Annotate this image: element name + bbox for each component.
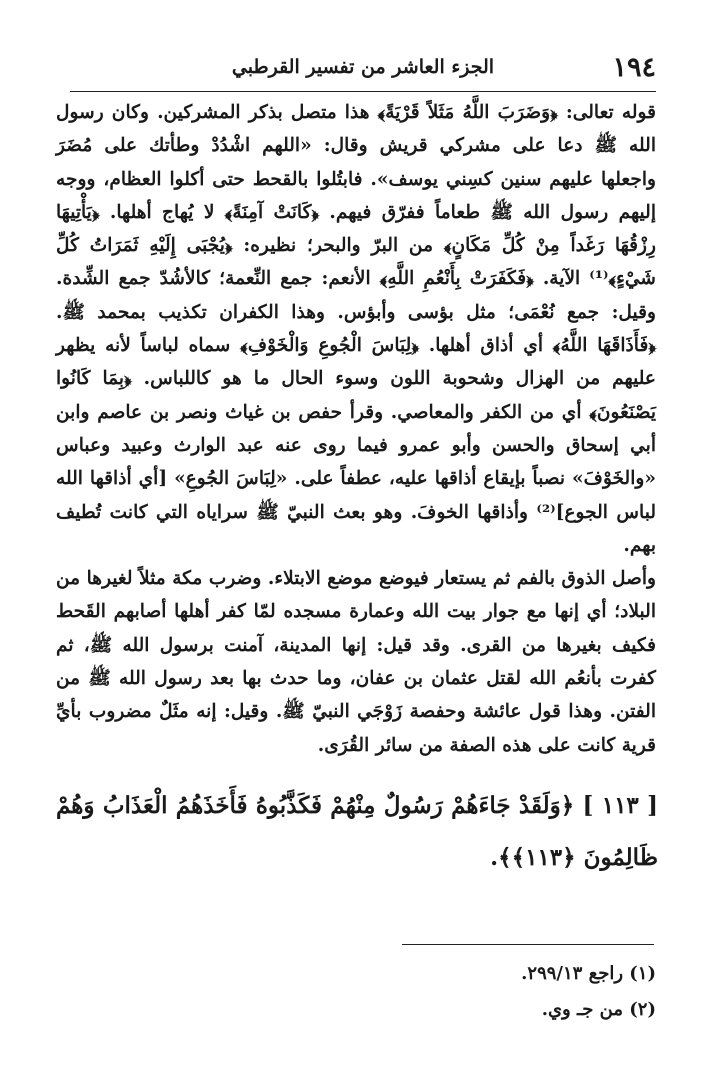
commentary-text — [56, 96, 656, 762]
page-number: ١٩٤ — [612, 52, 656, 83]
footnote-1: (١) راجع ٢٩٩/١٣. — [521, 963, 656, 984]
header-rule — [70, 91, 656, 92]
footnotes — [56, 956, 656, 1028]
paragraph-1: قوله تعالى: ﴿وَضَرَبَ اللَّهُ مَثَلاً قَرْيَةً﴾ هذا متصل بذكر المشركين. وكان رسول الله ﷺ دعا على مشركي قريش وقال: «اللهم اشْدُدْ وطأتك على مُضَرَ واجعلها عليهم سنين كسِني يوسف». فابتُلوا بالقحط حتى أكلوا العظام، ووجه إليهم رسول الله ﷺ طعاماً ففرّق فيهم. ﴿كَانَتْ آمِنَةً﴾ لا يُهاج أهلها. ﴿يَأْتِيهَا رِزْقُهَا رَغَداً مِنْ كُلِّ مَكَانٍ﴾ من البرّ والبحر؛ نظيره: ﴿يُجْبَى إِلَيْهِ ثَمَرَاتُ كُلِّ شَيْءٍ﴾⁽¹⁾ الآية. ﴿فَكَفَرَتْ بِأَنْعُمِ اللَّهِ﴾ الأنعم: جمع النِّعمة؛ كالأشُدّ جمع الشِّدة. وقيل: جمع نُعْمَى؛ مثل بؤسى وأبؤس. وهذا الكفران تكذيب بمحمد ﷺ. ﴿فَأَذَاقَهَا اللَّهُ﴾ أي أذاق أهلها. ﴿لِبَاسَ الْجُوعِ وَالْخَوْفِ﴾ سماه لباساً لأنه يظهر عليهم من الهزال وشحوبة اللون وسوء الحال ما هو كاللباس. ﴿بِمَا كَانُوا يَصْنَعُونَ﴾ أي من الكفر والمعاصي. وقرأ حفص بن غياث ونصر بن عاصم وابن أبي إسحاق والحسن وأبو عمرو فيما روى عنه عبد الوارث وعبيد وعباس «والخَوْفَ» نصباً بإيقاع أذاقها عليه، عطفاً على. «لِبَاسَ الجُوعِ» [أي أذاقها الله لباس الجوع]⁽²⁾ وأذاقها الخوفَ. وهو بعث النبيّ ﷺ سراياه التي كانت تُطيف بهم. — [56, 102, 656, 556]
paragraph-2: وأصل الذوق بالفم ثم يستعار فيوضع موضع الابتلاء. وضرب مكة مثلاً لغيرها من البلاد؛ أي إنها مع جوار بيت الله وعمارة مسجده لمّا كفر أهلها أصابهم القَحط فكيف بغيرها من القرى. وقد قيل: إنها المدينة، آمنت برسول الله ﷺ، ثم كفرت بأنعُم الله لقتل عثمان بن عفان، وما حدث بها بعد رسول الله ﷺ من الفتن. وهذا قول عائشة وحفصة زَوْجَي النبيّ ﷺ. وقيل: إنه مثَلٌ مضروب بأيِّ قرية كانت على هذه الصفة من سائر القُرَى. — [56, 568, 656, 756]
footnote-rule — [402, 944, 654, 945]
quran-verse-113 — [56, 780, 658, 884]
page-header — [70, 48, 656, 92]
verse-text: [ ١١٣ ] ﴿وَلَقَدْ جَاءَهُمْ رَسُولٌ مِنْهُمْ فَكَذَّبُوهُ فَأَخَذَهُمُ الْعَذَابُ وَهُمْ ظَالِمُونَ ﴿١١٣﴾﴾. — [56, 792, 658, 871]
footnote-2: (٢) من جـ وي. — [541, 999, 656, 1020]
running-title: الجزء العاشر من تفسير القرطبي — [231, 56, 495, 78]
